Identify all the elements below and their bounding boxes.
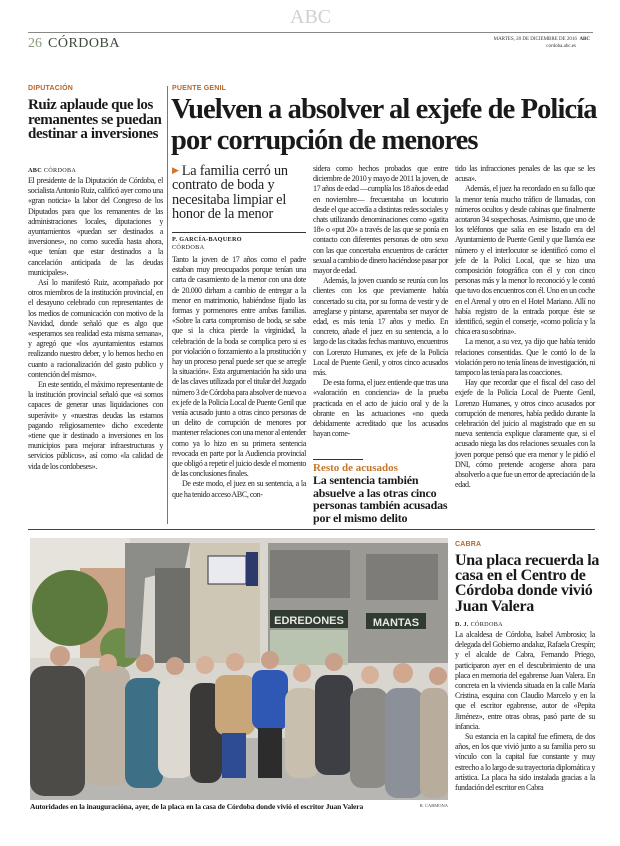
main-article-column-3 (455, 164, 595, 491)
right-article-headline: Una placa recuerda la casa en el Centro de Córdoba donde vivió Juan Valera (455, 552, 600, 615)
brand-label: ABC (579, 37, 590, 42)
right-article-byline (455, 621, 503, 629)
shop-sign-left: EDREDONES (274, 615, 344, 627)
byline-place: CÓRDOBA (470, 621, 503, 628)
sidebox-kicker: Resto de acusados (313, 462, 398, 474)
byline-place: CÓRDOBA (43, 167, 77, 174)
paragraph: Su estancia en la capital fue efímera, de dos años, en los que vivió junto a su familia pero su vínculo con la capital fue constante y muy estrecho a lo largo de su trayectoria diplomática y artística. La placa ha sido instalada gracias a la fundación del escritor en Cabra (455, 732, 595, 793)
paragraph: En este sentido, el máximo representante de la institución provincial señaló que «si somos capaces de generar unas liquidaciones con superávit» y «nuestras deudas las estamos pagando religiosamente» dicho excedente «tiene que ir destinado a inversiones en los municipios para mejorar infraestructuras y servicios públicos», así como «la calidad de vida de los cordobeses». (28, 380, 163, 471)
paragraph: Tanto la joven de 17 años como el padre estaban muy preocupados porque tenían una carta de casamiento de la menor con una dote de 20.000 dirham a cambio de entregar a la menor en matrimonio, habiéndose fijado las formas y pormenores entre ambas familias. «Sobre la carta compromiso de boda, se sabe que si la chica pierde la virginidad, la celebración de la boda se complica pero si es por violación o forzamiento a la prostitución y hay un proceso penal puede ser que se arregle la situación». Esta argumentación ha sido una de las claves utilizada por el titular del Juzgado número 3 de Córdoba para absolver de nuevo a ex jefe de la Policía Local de Puente Genil que venía acusado junto a otras cinco personas de un delito de corrupción de menores por mantener relaciones con una menor al entender como ya lo hizo en su primera sentencia revocada en parte por la Audiencia provincial que obligó a repetir el juicio desde el momento de las conclusiones finales. (172, 255, 306, 479)
byline-author: P. GARCÍA-BAQUERO (172, 236, 242, 243)
paragraph: La menor, a su vez, ya dijo que había tenido relaciones consentidas. Que le contó lo de la violación pero no tenía líneas de investigación, ni tampoco las tenía para las coacciones. (455, 337, 595, 378)
main-article-subheadline (172, 163, 307, 222)
abc-watermark: ABC (290, 6, 332, 28)
main-article-byline (172, 236, 242, 252)
section-divider (28, 529, 595, 530)
paragraph: Además, el juez ha recordado en su fallo que la menor tenía mucho tráfico de llamadas, con números ocultos y desde cabinas que finalmente acotaron 34 sospechosas. Asimismo, que uno de los teléfonos que salía en ese listado era del Ayuntamiento de Puente Genil y que llamóa ese número y el interlocutor se identificó como el jefe de la Polici Local, que se hizo una composición fotográfica con él y con cinco personas más y la menor lo reconoció y le contó que tuvo dos encuentros con él. Uno en un coche en el Arenal y otro en el Hotel Mariano. Allí no había registro de la entrada porque éste se identificó, según el conserje, «como policía y la chica era su sobrina». (455, 184, 595, 337)
paragraph: Además, la joven cuando se reunía con los clientes con los que previamente había concertado su cita, por su forma de vestir y de arreglarse y pintarse, aparentaba ser mayor de edad, es más tenía 17 años y medio. En concreto, añade el juez en su sentencia, a lo largo de las citadas fechas mantuvo, encuentros con Lorenzo Humanes, ex jefe de la Policía Local de Puente Genil, y otros cinco acusados más. (313, 276, 448, 378)
byline-author: D. J. (455, 621, 469, 628)
paragraph: La alcaldesa de Córdoba, Isabel Ambrosio; la delegada del Gobierno andaluz, Rafaela Crespín; y el alcalde de Cabra, Fernando Priego, participaron ayer en el descubrimiento de una placa en memoria del egabrense Juan Valera. En concreta en la vivienda situada en la calle María Cristina, esquina con Claudio Marcelo y en la que el escritor egabrense, autor de «Pepita Jiménez», entre otras obras, pasó parte de su infancia. (455, 630, 595, 731)
byline-author: ABC (28, 167, 42, 174)
shop-sign-right: MANTAS (372, 617, 420, 629)
header-rule (28, 32, 593, 33)
paragraph: De este modo, el juez en su sentencia, a la que ha tenido acceso ABC, con- (172, 479, 306, 499)
left-article-kicker: DIPUTACIÓN (28, 85, 74, 92)
paragraph: El presidente de la Diputación de Córdoba, el socialista Antonio Ruiz, calificó ayer como una «gran noticia» la labor del Congreso de los Diputados para que los remanentes de las administraciones locales, diputaciones y ayuntamientos «puedan ser destinados a inversiones», no como sucedía hasta ahora, «que tenían que estar destinados a la cancelación anticipada de las deudas municipales». (28, 176, 163, 277)
photo-credit: R. CARMONA (419, 803, 448, 808)
main-article-column-2 (313, 164, 448, 439)
sidebox (313, 462, 453, 524)
right-article-body (455, 630, 595, 793)
right-article-kicker: CABRA (455, 541, 482, 548)
left-article-body (28, 176, 163, 472)
sidebox-rule (313, 459, 363, 460)
paragraph: tido las infracciones penales de las que se les acusa». (455, 164, 595, 184)
photo-illustration (30, 538, 448, 800)
event-photo (30, 538, 448, 800)
main-article-kicker: PUENTE GENIL (172, 85, 227, 92)
page-number: 26 (28, 36, 42, 51)
section-title: CÓRDOBA (48, 36, 120, 51)
header-meta (494, 36, 590, 50)
paragraph: Hay que recordar que el fiscal del caso del exjefe de la Policía Local de Puente Genil, Lorenzo Humanes, y otros cinco acusados por corrupción de menores, había pedido durante la celebración del juicio al magistrado que en su nueva sentencia explique claramente que, si el acusado niega las dos relaciones sexuales con la joven porque pensó que era menor y le pidió el DNI, cómo pretende acogerse ahora para absolverlo a que fue un error de apreciación de la edad. (455, 378, 595, 490)
arrow-bullet-icon: ▶ (172, 165, 179, 175)
left-article-headline: Ruiz aplaude que los remanentes se puedan destinar a inversiones (28, 97, 162, 142)
photo-caption: Autoridades en la inauguracióna, ayer, de la placa en la casa de Córdoba donde vivió el escritor Juan Valera (30, 802, 364, 811)
byline-place: CÓRDOBA (172, 244, 205, 251)
main-article-headline: Vuelven a absolver al exjefe de Policía por corrupción de menores (171, 94, 597, 156)
issue-date: MARTES, 20 DE DICIEMBRE DE 2016 (493, 37, 577, 42)
left-article-byline (28, 167, 76, 175)
main-article-column-1 (172, 255, 306, 500)
column-divider (167, 86, 168, 524)
subheadline-text: La familia cerró un contrato de boda y necesitaba limpiar el honor de la menor (172, 163, 288, 223)
paragraph: sidera como hechos probados que entre diciembre de 2010 y mayo de 2011 la joven, de 17 años de edad —cumplía los 18 años de edad en noviembre— frecuentaba un locutorio desde el que accedía a distintas redes sociales y chats utilizando denominaciones como «gatita 18» o «put 20» a través de las que se ponía en contacto con diferentes personas de otro sexo con las que concertaba encuentros de carácter sexual a cambio de dinero haciéndose pasar por mayor de edad. (313, 164, 448, 276)
paragraph: De esta forma, el juez entiende que tras una «valoración en conciencia» de la prueba practicada en el acto de juicio oral y de la obrante en las actuaciones «no queda debidamente acreditado que los acusados hayan come- (313, 378, 448, 439)
sidebox-title: La sentencia también absuelve a las otras cinco personas también acusadas por el mismo delito (313, 473, 448, 525)
paragraph: Así lo manifestó Ruiz, acompañado por otros miembros de la institución provincial, en el desayuno celebrado con representantes de los medios de comunicación con motivo de la Navidad, donde señaló que es algo que «esperamos sea realidad esta misma semana», y agregó que «los ayuntamientos estamos realizando nuestro deber, y lo hemos hecho en cuanto a racionalización del gasto publico y contención del mismo». (28, 278, 163, 379)
subhead-rule (172, 232, 306, 233)
website-link[interactable]: cordoba.abc.es (546, 44, 576, 49)
